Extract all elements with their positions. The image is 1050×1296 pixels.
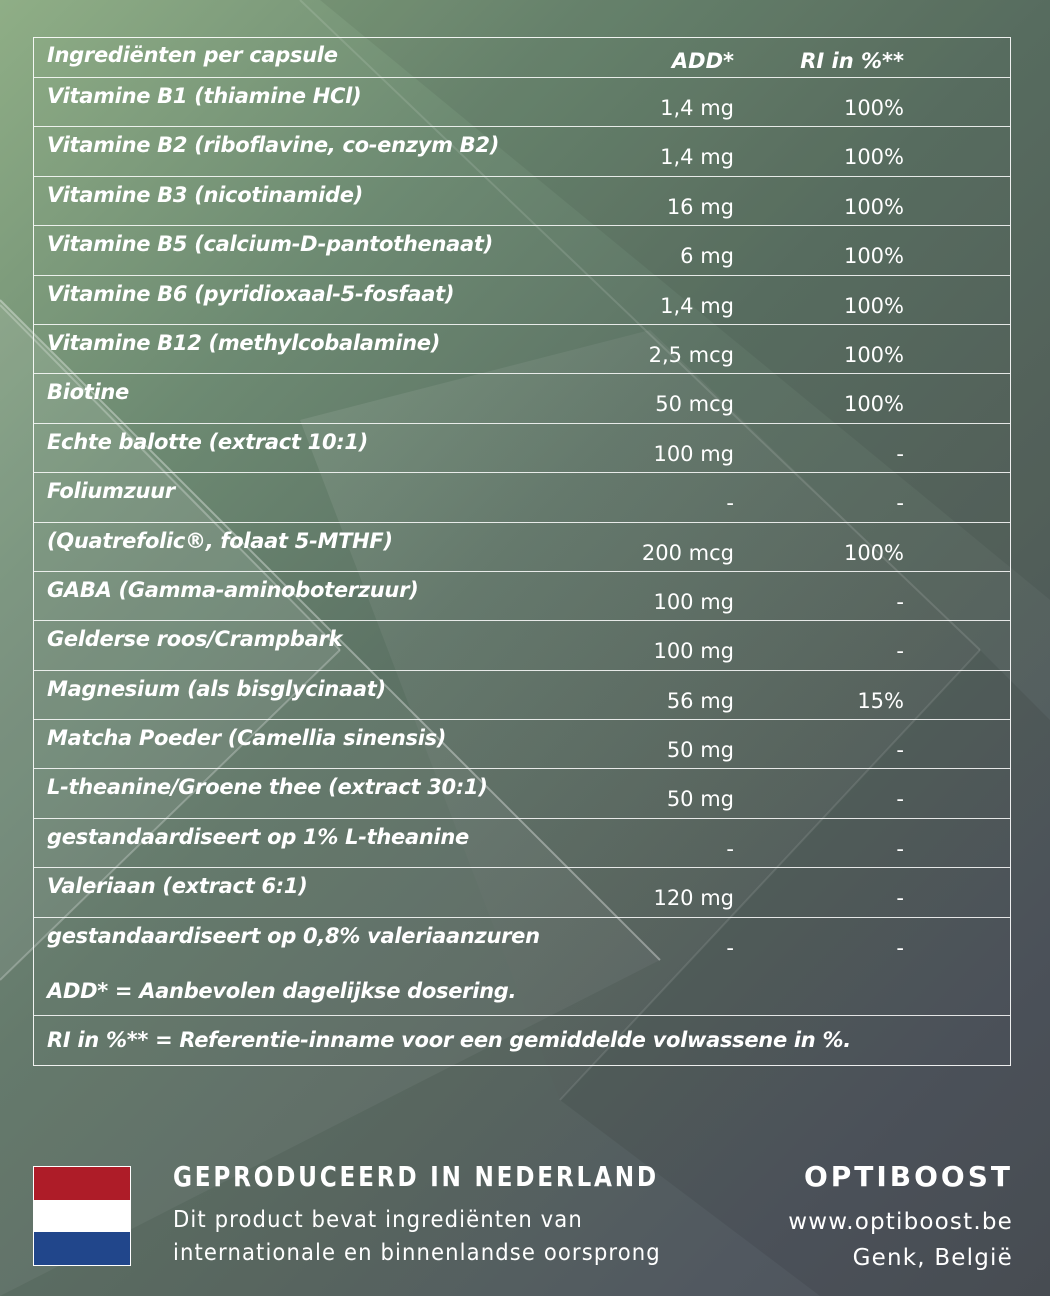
table-row bbox=[34, 868, 1010, 917]
table-header-row bbox=[34, 38, 1010, 78]
ingredient-name: Vitamine B3 (nicotinamide) bbox=[47, 182, 363, 207]
ingredient-ri: 100% bbox=[843, 342, 904, 367]
note-row bbox=[34, 1016, 1010, 1065]
ingredient-ri: 100% bbox=[843, 244, 904, 269]
table-row bbox=[34, 918, 1010, 967]
table-row bbox=[34, 523, 1010, 572]
table-row bbox=[34, 177, 1010, 226]
ingredient-name: Vitamine B1 (thiamine HCl) bbox=[47, 84, 362, 108]
ingredient-name: Vitamine B12 (methylcobalamine) bbox=[47, 330, 441, 355]
origin-line-2: internationale en binnenlandse oorsprong bbox=[173, 1240, 661, 1266]
ingredient-add: 1,4 mg bbox=[660, 145, 734, 170]
flag-stripe-red bbox=[34, 1167, 130, 1200]
table-row bbox=[34, 78, 1010, 127]
ingredient-name: Magnesium (als bisglycinaat) bbox=[47, 676, 386, 701]
ingredient-ri: - bbox=[896, 639, 904, 664]
table-row bbox=[34, 276, 1010, 325]
ingredient-ri: 100% bbox=[843, 145, 904, 170]
origin-line-1: Dit product bevat ingrediënten van bbox=[173, 1207, 583, 1233]
ingredient-ri: 100% bbox=[843, 392, 904, 417]
ingredient-add: 100 mg bbox=[653, 441, 734, 466]
ingredient-name: gestandaardiseert op 1% L-theanine bbox=[47, 824, 469, 849]
table-row bbox=[34, 127, 1010, 176]
ingredients-table bbox=[33, 37, 1011, 1066]
ingredient-add: 1,4 mg bbox=[660, 96, 734, 120]
flag-stripe-blue bbox=[34, 1232, 130, 1265]
ingredient-add: - bbox=[726, 491, 734, 516]
ingredient-ri: - bbox=[896, 738, 904, 763]
note-row bbox=[34, 967, 1010, 1016]
ingredient-add: 100 mg bbox=[653, 589, 734, 614]
ingredient-name: GABA (Gamma-aminoboterzuur) bbox=[47, 577, 419, 602]
table-row bbox=[34, 621, 1010, 670]
brand-info bbox=[788, 1204, 1013, 1276]
ingredient-ri: 100% bbox=[843, 194, 904, 219]
table-row bbox=[34, 226, 1010, 275]
brand-name: OPTIBOOST bbox=[803, 1160, 1013, 1193]
table-row bbox=[34, 671, 1010, 720]
ingredient-name: Matcha Poeder (Camellia sinensis) bbox=[47, 726, 447, 751]
ingredient-name: gestandaardiseert op 0,8% valeriaanzuren bbox=[47, 923, 540, 948]
ingredient-ri: - bbox=[896, 886, 904, 911]
ingredient-name: (Quatrefolic®, folaat 5-MTHF) bbox=[47, 528, 393, 553]
ingredient-ri: 100% bbox=[843, 293, 904, 318]
ingredient-add: 200 mcg bbox=[641, 540, 734, 565]
netherlands-flag-icon bbox=[33, 1166, 131, 1266]
ingredient-add: - bbox=[726, 836, 734, 861]
table-row bbox=[34, 374, 1010, 423]
table-row bbox=[34, 572, 1010, 621]
ingredient-ri: - bbox=[896, 787, 904, 812]
ingredient-name: Vitamine B2 (riboflavine, co-enzym B2) bbox=[47, 133, 499, 158]
ingredient-name: Valeriaan (extract 6:1) bbox=[47, 874, 308, 899]
table-row bbox=[34, 473, 1010, 522]
ingredient-name: Vitamine B6 (pyridioxaal-5-fosfaat) bbox=[47, 281, 455, 306]
flag-stripe-white bbox=[34, 1200, 130, 1233]
ingredient-add: 16 mg bbox=[666, 194, 734, 219]
ingredient-add: 50 mg bbox=[666, 787, 734, 812]
ingredient-add: 50 mg bbox=[666, 738, 734, 763]
ingredient-name: Vitamine B5 (calcium-D-pantothenaat) bbox=[47, 232, 493, 257]
table-row bbox=[34, 424, 1010, 473]
header-ri: RI in %** bbox=[800, 49, 904, 73]
table-row bbox=[34, 819, 1010, 868]
ingredient-add: 2,5 mcg bbox=[648, 342, 734, 367]
ingredient-ri: - bbox=[896, 589, 904, 614]
ingredient-name: Gelderse roos/Crampbark bbox=[47, 627, 343, 652]
table-row bbox=[34, 769, 1010, 818]
note-ri: RI in %** = Referentie-inname voor een gemiddelde volwassene in %. bbox=[47, 1028, 851, 1053]
brand-location: Genk, België bbox=[852, 1245, 1013, 1271]
ingredient-add: 56 mg bbox=[666, 688, 734, 713]
ingredient-name: Echte balotte (extract 10:1) bbox=[47, 429, 368, 454]
ingredient-name: Biotine bbox=[47, 380, 129, 405]
ingredient-add: 50 mcg bbox=[655, 392, 734, 417]
header-ingredient: Ingrediënten per capsule bbox=[47, 43, 338, 67]
ingredient-add: 6 mg bbox=[680, 244, 734, 269]
ingredient-add: 1,4 mg bbox=[660, 293, 734, 318]
ingredient-name: L-theanine/Groene thee (extract 30:1) bbox=[47, 775, 488, 800]
origin-text bbox=[173, 1204, 661, 1270]
ingredient-add: 100 mg bbox=[653, 639, 734, 664]
header-add: ADD* bbox=[671, 49, 734, 73]
made-in-title: GEPRODUCEERD IN NEDERLAND bbox=[173, 1160, 659, 1193]
ingredient-ri: - bbox=[896, 491, 904, 516]
ingredient-name: Foliumzuur bbox=[47, 479, 175, 504]
ingredient-ri: 15% bbox=[857, 688, 904, 713]
table-row bbox=[34, 325, 1010, 374]
table-row bbox=[34, 720, 1010, 769]
ingredient-ri: - bbox=[896, 836, 904, 861]
ingredient-ri: - bbox=[896, 441, 904, 466]
website-link[interactable]: www.optiboost.be bbox=[788, 1209, 1013, 1235]
note-add: ADD* = Aanbevolen dagelijkse dosering. bbox=[47, 979, 517, 1004]
ingredient-ri: 100% bbox=[843, 96, 904, 120]
ingredient-add: - bbox=[726, 935, 734, 960]
ingredient-add: 120 mg bbox=[653, 886, 734, 911]
ingredient-ri: - bbox=[896, 935, 904, 960]
ingredient-ri: 100% bbox=[843, 540, 904, 565]
